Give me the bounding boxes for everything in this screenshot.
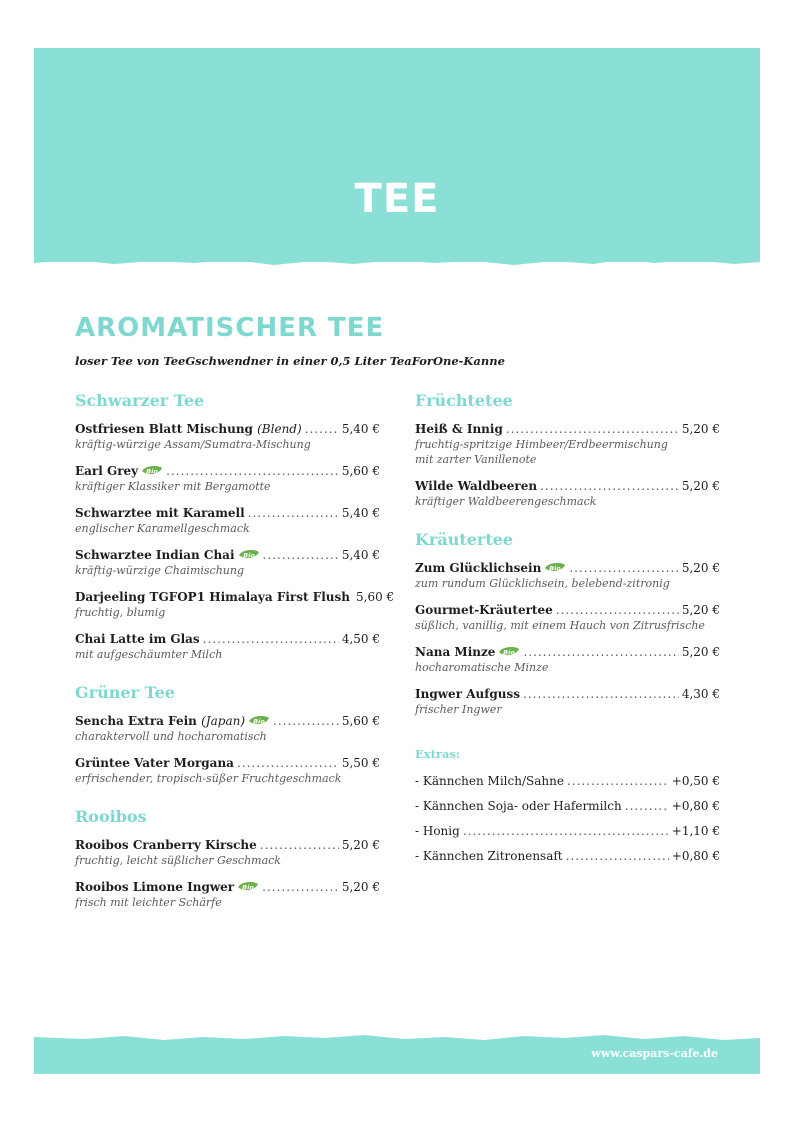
item-price: 4,50 €	[341, 632, 380, 646]
dot-leader	[262, 879, 339, 895]
dot-leader	[625, 798, 669, 814]
item-name: Schwarztee Indian Chai Bio	[75, 547, 260, 563]
menu-item	[415, 602, 720, 633]
menu-item	[415, 686, 720, 717]
category-title-rooibos: Rooibos	[75, 807, 147, 826]
item-name: Wilde Waldbeeren	[415, 479, 538, 493]
dot-leader	[569, 560, 678, 576]
item-description: erfrischender, tropisch-süßer Fruchtgeschmack	[75, 772, 342, 785]
item-description: mit aufgeschäumter Milch	[75, 648, 223, 661]
item-description: kräftig-würzige Chaimischung	[75, 564, 244, 577]
bio-label: Bio	[253, 717, 265, 726]
dot-leader	[203, 631, 339, 647]
dot-leader	[273, 713, 339, 729]
bio-label: Bio	[242, 883, 254, 892]
header-band	[34, 48, 760, 262]
item-price: 5,20 €	[681, 645, 720, 659]
extra-name: - Kännchen Milch/Sahne	[415, 774, 564, 788]
dot-leader	[566, 848, 669, 864]
dot-leader	[463, 823, 669, 839]
bio-leaf-icon	[498, 646, 520, 657]
item-description: kräftig-würzige Assam/Sumatra-Mischung	[75, 438, 311, 451]
bio-leaf-icon	[248, 715, 270, 726]
bio-leaf-icon	[237, 881, 259, 892]
item-price: 5,20 €	[341, 880, 380, 894]
extra-price: +0,80 €	[671, 799, 720, 813]
section-subtitle: loser Tee von TeeGschwendner in einer 0,5 Liter TeaForOne-Kanne	[75, 354, 505, 368]
menu-item	[75, 505, 380, 536]
item-description: fruchtig, blumig	[75, 606, 166, 619]
extra-price: +1,10 €	[671, 824, 720, 838]
item-price: 5,20 €	[681, 422, 720, 436]
category-title-gruener-tee: Grüner Tee	[75, 683, 175, 702]
item-price: 5,20 €	[341, 838, 380, 852]
section-title: AROMATISCHER TEE	[75, 313, 385, 343]
menu-item	[75, 879, 380, 910]
menu-item	[75, 589, 395, 620]
dot-leader	[237, 755, 339, 771]
bio-label: Bio	[549, 564, 562, 573]
footer-url: www.caspars-cafe.de	[591, 1047, 718, 1060]
item-price: 5,60 €	[356, 590, 395, 604]
item-price: 5,50 €	[341, 756, 380, 770]
bio-label: Bio	[503, 648, 516, 657]
item-name: Zum Glücklichsein Bio	[415, 560, 566, 576]
dot-leader	[248, 505, 339, 521]
bio-leaf-icon	[238, 549, 260, 560]
category-title-fruechtetee: Früchtetee	[415, 391, 513, 410]
menu-item	[75, 755, 380, 786]
item-name: Schwarztee mit Karamell	[75, 506, 245, 520]
extras-title: Extras:	[415, 747, 461, 761]
dot-leader	[263, 547, 339, 563]
menu-item	[75, 463, 380, 494]
item-description: hocharomatische Minze	[415, 661, 549, 674]
extra-item	[415, 823, 720, 839]
item-name: Rooibos Cranberry Kirsche	[75, 838, 257, 852]
dot-leader	[523, 686, 679, 702]
item-name: Chai Latte im Glas	[75, 632, 200, 646]
item-price: 5,20 €	[681, 561, 720, 575]
extra-name: - Kännchen Zitronensaft	[415, 849, 563, 863]
item-name: Ostfriesen Blatt Mischung (Blend)	[75, 422, 302, 436]
dot-leader	[556, 602, 679, 618]
bio-label: Bio	[242, 551, 255, 560]
item-name: Rooibos Limone Ingwer Bio	[75, 879, 259, 895]
item-description: süßlich, vanillig, mit einem Hauch von Zitrusfrische	[415, 619, 705, 632]
bio-leaf-icon	[544, 562, 566, 573]
dot-leader	[260, 837, 339, 853]
item-name: Darjeeling TGFOP1 Himalaya First Flush	[75, 590, 351, 604]
category-title-kraeutertee: Kräutertee	[415, 530, 514, 549]
item-name: Ingwer Aufguss	[415, 687, 521, 701]
category-title-schwarzer-tee: Schwarzer Tee	[75, 391, 205, 410]
torn-edge-decoration	[34, 254, 760, 268]
menu-item	[75, 547, 380, 578]
item-price: 5,20 €	[681, 479, 720, 493]
dot-leader	[567, 773, 669, 789]
menu-item	[75, 421, 380, 452]
extra-name: - Kännchen Soja- oder Hafermilch	[415, 799, 622, 813]
item-price: 5,20 €	[681, 603, 720, 617]
extra-name: - Honig	[415, 824, 460, 838]
dot-leader	[523, 644, 678, 660]
item-price: 5,60 €	[341, 714, 380, 728]
item-price: 4,30 €	[681, 687, 720, 701]
item-price: 5,60 €	[341, 464, 380, 478]
item-description: frisch mit leichter Schärfe	[75, 896, 222, 909]
dot-leader	[540, 478, 679, 494]
torn-edge-decoration	[34, 1034, 760, 1044]
item-name: Gourmet-Kräutertee	[415, 603, 553, 617]
menu-item	[415, 421, 720, 467]
item-name: Nana Minze Bio	[415, 644, 520, 660]
page-title: TEE	[354, 176, 440, 222]
right-column	[415, 390, 720, 873]
extra-item	[415, 773, 720, 789]
menu-item	[75, 837, 380, 868]
item-description: kräftiger Waldbeerengeschmack	[415, 495, 597, 508]
extra-price: +0,80 €	[671, 849, 720, 863]
dot-leader	[166, 463, 339, 479]
item-description: fruchtig, leicht süßlicher Geschmack	[75, 854, 281, 867]
menu-item	[75, 631, 380, 662]
menu-item	[415, 560, 720, 591]
left-column	[75, 390, 395, 921]
item-description: charaktervoll und hocharomatisch	[75, 730, 267, 743]
item-description: zum rundum Glücklichsein, belebend-zitronig	[415, 577, 670, 590]
menu-item	[75, 713, 380, 744]
item-price: 5,40 €	[341, 548, 380, 562]
extra-item	[415, 848, 720, 864]
bio-leaf-icon	[141, 465, 163, 476]
item-name: Heiß & Innig	[415, 422, 503, 436]
item-price: 5,40 €	[341, 506, 380, 520]
bio-label: Bio	[146, 467, 158, 476]
item-description: kräftiger Klassiker mit Bergamotte	[75, 480, 271, 493]
footer-band	[34, 1040, 760, 1074]
item-description: fruchtig-spritzige Himbeer/Erdbeermischung	[415, 438, 668, 451]
menu-item	[415, 478, 720, 509]
item-name: Sencha Extra Fein (Japan) Bio	[75, 713, 270, 729]
item-price: 5,40 €	[341, 422, 380, 436]
item-description: englischer Karamellgeschmack	[75, 522, 250, 535]
item-name: Grüntee Vater Morgana	[75, 756, 234, 770]
extra-item	[415, 798, 720, 814]
item-description-line2: mit zarter Vanillenote	[415, 453, 537, 466]
extra-price: +0,50 €	[671, 774, 720, 788]
dot-leader	[506, 421, 679, 437]
dot-leader	[305, 421, 339, 437]
item-description: frischer Ingwer	[415, 703, 502, 716]
menu-item	[415, 644, 720, 675]
item-name: Earl Grey Bio	[75, 463, 163, 479]
